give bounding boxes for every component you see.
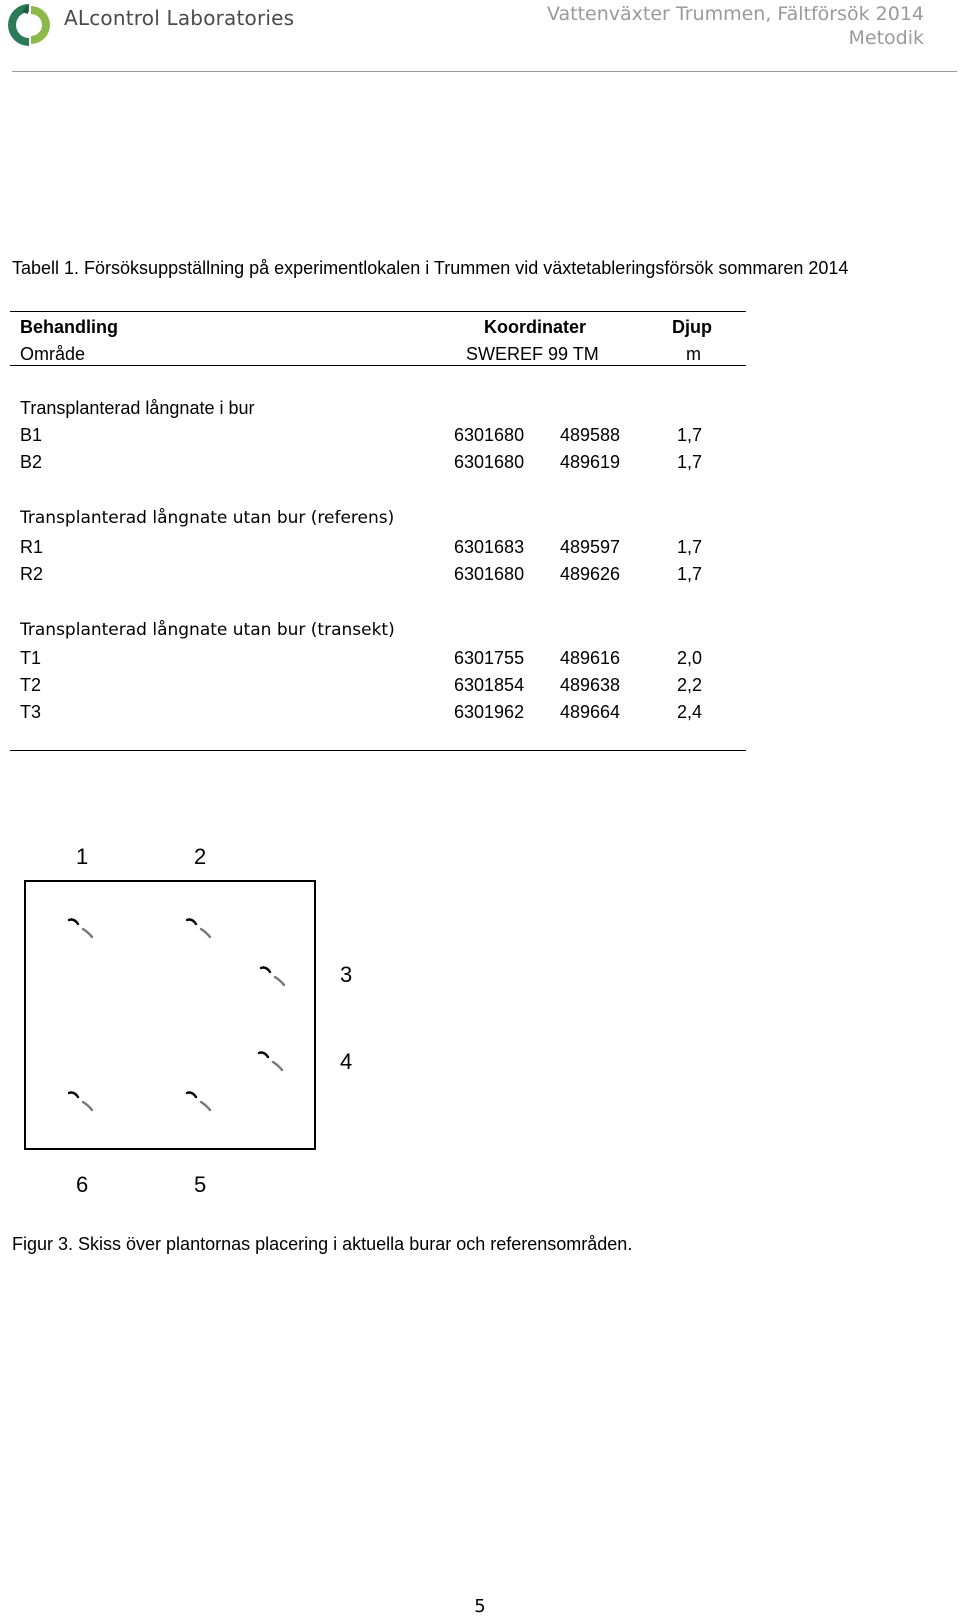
table-caption: Tabell 1. Försöksuppställning på experimentlokalen i Trummen vid växtetableringsförsök sommaren 2014 <box>12 258 849 278</box>
position-label-5: 5 <box>194 1172 207 1197</box>
header-depth: Djup <box>672 317 712 337</box>
row-name: T2 <box>20 675 42 695</box>
plant-icon <box>68 917 94 939</box>
row-name: B1 <box>20 425 43 445</box>
row-north: 6301680 <box>454 452 525 472</box>
row-name: R2 <box>20 564 44 584</box>
position-label-3: 3 <box>340 962 353 987</box>
row-east: 489597 <box>560 537 621 557</box>
subheader-sweref: SWEREF 99 TM <box>466 344 599 364</box>
subheader-area: Område <box>20 344 86 364</box>
row-depth: 2,0 <box>677 648 703 668</box>
document-section: Metodik <box>848 27 924 49</box>
row-depth: 1,7 <box>677 452 703 472</box>
row-east: 489619 <box>560 452 621 472</box>
table-top-rule <box>10 311 746 312</box>
row-north: 6301854 <box>454 675 525 695</box>
brand-name: ALcontrol Laboratories <box>64 6 295 30</box>
plant-icon <box>68 1090 94 1112</box>
row-depth: 2,2 <box>677 675 703 695</box>
row-east: 489638 <box>560 675 621 695</box>
figure-caption: Figur 3. Skiss över plantornas placering i aktuella burar och referensområden. <box>12 1234 633 1254</box>
row-depth: 1,7 <box>677 425 703 445</box>
plant-icon <box>260 965 286 987</box>
position-label-2: 2 <box>194 844 207 869</box>
table-header-rule <box>10 365 746 366</box>
row-name: R1 <box>20 537 44 557</box>
row-north: 6301680 <box>454 425 525 445</box>
row-north: 6301962 <box>454 702 525 722</box>
plant-icon <box>186 1090 212 1112</box>
position-label-1: 1 <box>76 844 89 869</box>
position-label-4: 4 <box>340 1049 353 1074</box>
row-depth: 2,4 <box>677 702 703 722</box>
row-east: 489588 <box>560 425 621 445</box>
row-name: T1 <box>20 648 42 668</box>
header-coordinates: Koordinater <box>484 317 587 337</box>
alcontrol-logo-icon <box>4 0 50 50</box>
document-title: Vattenväxter Trummen, Fältförsök 2014 <box>546 3 924 25</box>
row-depth: 1,7 <box>677 537 703 557</box>
row-name: T3 <box>20 702 42 722</box>
plant-icon <box>258 1050 284 1072</box>
row-east: 489626 <box>560 564 621 584</box>
header-divider <box>12 71 957 72</box>
group-title: Transplanterad långnate i bur <box>20 398 255 418</box>
row-east: 489616 <box>560 648 621 668</box>
row-north: 6301755 <box>454 648 525 668</box>
row-north: 6301683 <box>454 537 525 557</box>
subheader-meter: m <box>686 344 701 364</box>
row-depth: 1,7 <box>677 564 703 584</box>
row-north: 6301680 <box>454 564 525 584</box>
page-number: 5 <box>474 1596 486 1617</box>
plant-icon <box>186 917 212 939</box>
header-treatment: Behandling <box>20 317 118 337</box>
group-title: Transplanterad långnate utan bur (transekt) <box>20 620 395 640</box>
row-name: B2 <box>20 452 43 472</box>
group-title: Transplanterad långnate utan bur (referens) <box>20 508 395 528</box>
position-label-6: 6 <box>76 1172 89 1197</box>
row-east: 489664 <box>560 702 621 722</box>
table-bottom-rule <box>10 750 746 751</box>
